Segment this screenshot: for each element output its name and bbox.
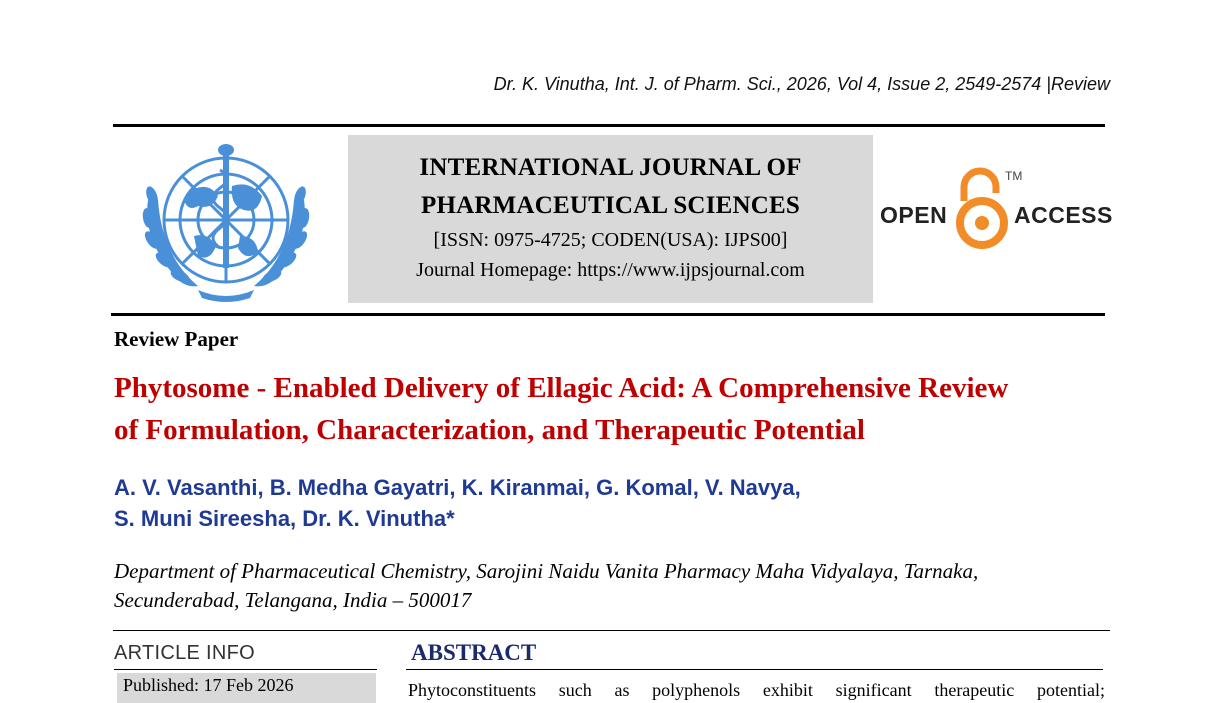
header-rule-bottom: [111, 313, 1105, 316]
abstract-text: Phytoconstituents such as polyphenols exhibit significant therapeutic potential;: [408, 680, 1105, 700]
published-date: Published: 17 Feb 2026: [117, 673, 376, 703]
journal-homepage: Journal Homepage: https://www.ijpsjournal.com: [416, 259, 805, 281]
affiliation-line1: Department of Pharmaceutical Chemistry, Sarojini Naidu Vanita Pharmacy Maha Vidyalaya, Tarnaka,: [114, 559, 979, 583]
open-lock-icon: [952, 165, 1012, 253]
article-title-line2: of Formulation, Characterization, and Therapeutic Potential: [114, 414, 865, 446]
author-affiliation: [114, 557, 1104, 615]
article-info-rule: [114, 669, 377, 670]
section-divider: [113, 630, 1110, 631]
affiliation-line2: Secunderabad, Telangana, India – 500017: [114, 588, 472, 612]
journal-emblem-logo: [128, 140, 324, 306]
journal-name-line1: INTERNATIONAL JOURNAL OF: [419, 154, 802, 181]
abstract-rule: [406, 669, 1103, 670]
author-list-line2: S. Muni Sireesha, Dr. K. Vinutha*: [114, 506, 455, 531]
header-rule-top: [113, 124, 1105, 127]
article-title: [114, 367, 1114, 451]
abstract-heading: ABSTRACT: [411, 640, 537, 665]
author-list: [114, 472, 1014, 534]
open-access-left: OPEN: [880, 202, 948, 228]
open-access-right: ACCESS: [1014, 202, 1113, 228]
open-access-logo: [880, 165, 1113, 255]
open-access-tm: TM: [1005, 169, 1023, 183]
journal-banner: [348, 135, 873, 303]
header-citation: Dr. K. Vinutha, Int. J. of Pharm. Sci., 2026, Vol 4, Issue 2, 2549-2574 |Review: [493, 74, 1110, 94]
journal-issn: [ISSN: 0975-4725; CODEN(USA): IJPS00]: [433, 229, 788, 251]
journal-name: [348, 149, 873, 225]
author-list-line1: A. V. Vasanthi, B. Medha Gayatri, K. Kiranmai, G. Komal, V. Navya,: [114, 475, 801, 500]
article-info-heading: ARTICLE INFO: [114, 642, 256, 664]
article-title-line1: Phytosome - Enabled Delivery of Ellagic Acid: A Comprehensive Review: [114, 372, 1009, 404]
paper-type: Review Paper: [114, 327, 239, 351]
journal-name-line2: PHARMACEUTICAL SCIENCES: [421, 192, 800, 219]
